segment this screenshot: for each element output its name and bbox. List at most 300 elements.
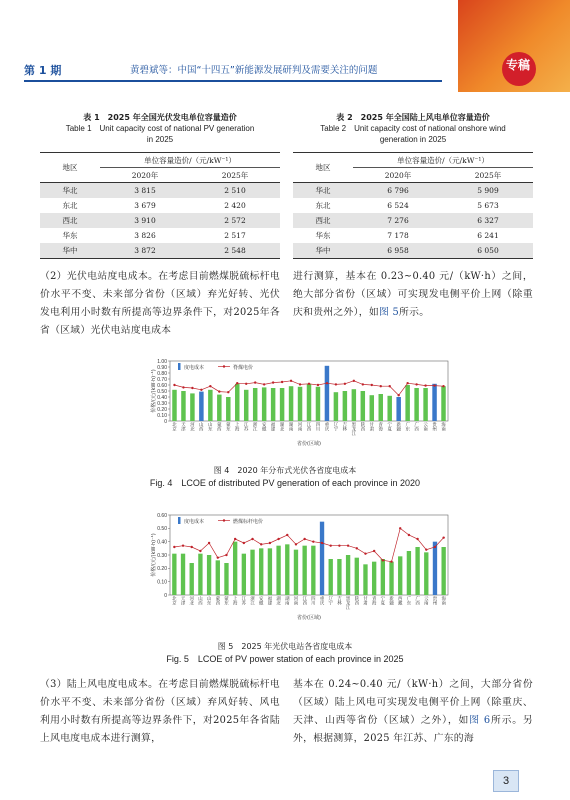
price-point-22	[356, 547, 358, 549]
price-point-8	[236, 382, 238, 384]
page-number: 3	[493, 770, 519, 792]
bar-19	[334, 392, 338, 421]
bar-16	[302, 546, 306, 595]
price-point-9	[243, 542, 245, 544]
bar-31	[433, 542, 437, 595]
bar-28	[414, 388, 418, 421]
bar-11	[259, 548, 263, 595]
price-point-2	[182, 544, 184, 546]
bar-27	[405, 385, 409, 421]
bar-30	[424, 552, 428, 595]
legend-swatch-bar	[178, 517, 181, 524]
table-cell-value: 3 826	[100, 228, 190, 243]
legend-marker-line	[223, 519, 225, 521]
bar-18	[325, 366, 329, 421]
x-tick-label: 云南	[424, 597, 429, 607]
x-tick-label: 湖南	[285, 597, 290, 607]
x-tick-label: 北京	[172, 597, 177, 607]
price-point-21	[353, 380, 355, 382]
table-cell-region: 华北	[40, 183, 100, 199]
bar-30	[432, 384, 436, 421]
price-point-14	[290, 380, 292, 382]
y-axis-label: 价格/(元/(kW·h)⁻¹)	[151, 369, 157, 413]
bar-27	[398, 556, 402, 595]
price-point-24	[373, 550, 375, 552]
x-tick-label: 广西	[414, 423, 419, 433]
price-point-9	[245, 383, 247, 385]
x-tick-label: 江苏	[244, 423, 249, 433]
x-tick-label: 蒙东	[226, 423, 231, 433]
x-tick-label: 福建	[270, 423, 276, 433]
x-tick-label: 吉林	[337, 597, 342, 607]
table-cell-value: 6 050	[443, 243, 533, 259]
bar-3	[190, 563, 194, 595]
bar-14	[285, 544, 289, 595]
page-header	[0, 0, 570, 90]
table-cell-value: 3 872	[100, 243, 190, 259]
table1-col-region: 地区	[40, 153, 100, 183]
x-tick-label: 河北	[189, 597, 194, 607]
x-tick-label: 甘肃	[369, 423, 374, 433]
price-point-17	[317, 384, 319, 386]
table1-title-zh: 表 1 2025 年全国光伏发电单位容量造价	[83, 113, 237, 122]
y-tick-label: 1.00	[157, 358, 167, 365]
x-tick-label: 重庆	[319, 597, 325, 607]
y-tick-label: 0.20	[157, 566, 167, 573]
x-tick-label: 浙江	[250, 597, 255, 607]
price-point-10	[254, 381, 256, 383]
price-point-27	[399, 527, 401, 529]
table2-title-en-2: generation in 2025	[379, 135, 447, 144]
price-point-8	[234, 538, 236, 540]
table2-title-zh: 表 2 2025 年全国陆上风电单位容量造价	[336, 113, 490, 122]
bar-5	[208, 390, 212, 421]
price-point-28	[415, 383, 417, 385]
figure-5-caption-zh: 图 5 2025 年光伏电站各省度电成本	[217, 642, 353, 651]
bar-17	[316, 387, 320, 421]
bar-28	[407, 551, 411, 595]
figure-6-link[interactable]: 图 6	[469, 715, 491, 726]
y-tick-label: 0.40	[157, 394, 167, 401]
table-cell-value: 2 548	[190, 243, 280, 259]
bar-26	[396, 397, 400, 421]
x-tick-label: 河南	[297, 423, 303, 433]
price-point-11	[263, 383, 265, 385]
price-point-25	[389, 385, 391, 387]
x-tick-label: 贵州	[432, 597, 438, 607]
bar-8	[235, 384, 239, 421]
paragraph-text: 进行测算，基本在 0.23~0.40 元/（kW·h）之间，绝大部分省份（区域）可实现发电侧平价上网（除重庆和贵州之外），如	[293, 271, 533, 318]
price-point-14	[286, 534, 288, 536]
price-point-28	[408, 534, 410, 536]
x-tick-label: 湖南	[288, 423, 294, 433]
y-tick-label: 0.40	[157, 539, 167, 546]
bar-20	[343, 391, 347, 421]
bar-13	[276, 546, 280, 595]
x-tick-label: 青海	[378, 423, 383, 433]
x-tick-label: 陕西	[360, 423, 366, 433]
paragraph-text: 基本在 0.24~0.40 元/（kW·h）之间，大部分省份（区域）陆上风电可实现发电侧平价上网（除重庆、天津、山西等省份（区域）之外），如	[293, 679, 533, 726]
bar-29	[415, 547, 419, 595]
price-point-13	[277, 538, 279, 540]
table-row	[40, 243, 280, 259]
table-cell-value: 6 524	[353, 198, 443, 213]
table-cell-value: 2 572	[190, 213, 280, 228]
y-tick-label: 0.60	[157, 512, 167, 519]
bar-4	[198, 554, 202, 595]
y-axis-label: 价格/(元/(kW·h)⁻¹)	[151, 533, 157, 577]
figure-4-caption-zh: 图 4 2020 年分布式光伏各省度电成本	[213, 466, 357, 475]
x-tick-label: 黑龙江	[345, 597, 351, 612]
y-tick-label: 0.70	[157, 376, 167, 383]
x-tick-label: 上海	[232, 597, 238, 607]
x-tick-label: 江苏	[241, 597, 247, 607]
bar-1	[172, 390, 176, 421]
price-point-23	[371, 384, 373, 386]
price-point-26	[397, 394, 399, 396]
table1-caption	[40, 112, 280, 145]
x-tick-label: 浙江	[252, 423, 258, 433]
table2-col-group: 单位容量造价/（元/kW⁻¹）	[353, 153, 533, 168]
table-row	[40, 213, 280, 228]
price-point-5	[208, 542, 210, 544]
table-row	[40, 183, 280, 199]
table-cell-region: 华北	[293, 183, 353, 199]
y-tick-label: 0.30	[157, 552, 167, 559]
table-cell-value: 3 679	[100, 198, 190, 213]
y-tick-label: 0	[164, 418, 167, 425]
table-cell-value: 5 673	[443, 198, 533, 213]
bar-23	[363, 564, 367, 595]
bar-21	[352, 389, 356, 421]
price-point-16	[303, 538, 305, 540]
table-cell-value: 2 510	[190, 183, 280, 199]
x-tick-label: 甘肃	[363, 597, 368, 607]
table-cell-region: 西北	[40, 213, 100, 228]
x-tick-label: 蒙东	[224, 597, 229, 607]
x-tick-label: 辽宁	[328, 597, 333, 607]
table2-col-2020: 2020年	[353, 168, 443, 183]
figure-5-chart	[150, 512, 450, 630]
price-point-6	[218, 390, 220, 392]
x-tick-label: 北京	[172, 423, 177, 433]
bar-9	[242, 554, 246, 595]
x-tick-label: 湖北	[276, 597, 281, 607]
bar-25	[381, 559, 385, 595]
table1-col-2020: 2020年	[100, 168, 190, 183]
x-tick-label: 广东	[405, 423, 410, 433]
bar-10	[250, 550, 254, 595]
price-point-17	[312, 540, 314, 542]
x-tick-label: 陕西	[354, 597, 359, 607]
legend-label-bar: 度电成本	[184, 519, 205, 525]
price-point-18	[326, 382, 328, 384]
x-tick-label: 吉林	[342, 423, 348, 433]
y-tick-label: 0.50	[157, 526, 167, 533]
y-tick-label: 0.20	[157, 406, 167, 413]
price-point-19	[335, 383, 337, 385]
price-point-3	[191, 387, 193, 389]
legend-marker-line	[223, 365, 225, 367]
table-cell-value: 2 420	[190, 198, 280, 213]
bar-6	[216, 560, 220, 595]
table-cell-value: 6 241	[443, 228, 533, 243]
table-cell-value: 2 517	[190, 228, 280, 243]
table1	[40, 152, 280, 259]
y-tick-label: 0.90	[157, 364, 167, 371]
x-tick-label: 新疆	[389, 597, 394, 607]
bar-24	[379, 394, 383, 421]
figure-4-chart	[150, 358, 450, 454]
table2-col-2025: 2025年	[443, 168, 533, 183]
x-tick-label: 新疆	[396, 423, 401, 433]
table-cell-region: 东北	[40, 198, 100, 213]
x-tick-label: 山东	[208, 423, 213, 433]
bar-19	[329, 559, 333, 595]
x-tick-label: 山东	[206, 597, 212, 607]
paragraph-pv-station-left: （2）光伏电站度电成本。在考虑目前燃煤脱硫标杆电价水平不变、未来部分省份（区域）弃光好转、光伏发电利用小时数有所提高等边界条件下，对2025年各省（区域）光伏电站度电成本	[40, 271, 280, 336]
table-cell-region: 华中	[40, 243, 100, 259]
x-tick-label: 海南	[441, 597, 446, 607]
bar-32	[441, 547, 445, 595]
bar-1	[172, 554, 176, 595]
x-tick-label: 上海	[235, 423, 240, 433]
price-point-10	[251, 538, 253, 540]
bar-16	[307, 384, 311, 421]
bar-12	[268, 548, 272, 595]
table-cell-value: 7 178	[353, 228, 443, 243]
bar-7	[226, 397, 230, 421]
price-point-22	[362, 383, 364, 385]
table1-title-en-1: Table 1 Unit capacity cost of national PV generation	[65, 124, 255, 133]
price-point-12	[272, 381, 274, 383]
x-tick-label: 重庆	[324, 423, 330, 433]
figure-4-caption	[0, 464, 570, 490]
x-tick-label: 西藏	[398, 597, 403, 607]
x-tick-label: 河南	[293, 597, 299, 607]
price-point-11	[260, 543, 262, 545]
table-cell-value: 6 958	[353, 243, 443, 259]
paragraph-text: 所示。另外，根据测算，2025 年江苏、广东的海	[293, 715, 534, 744]
price-point-27	[406, 382, 408, 384]
header-rule	[24, 80, 442, 82]
bar-2	[181, 554, 185, 595]
bar-25	[387, 396, 391, 421]
price-point-23	[364, 552, 366, 554]
x-tick-label: 蒙西	[217, 423, 222, 433]
table2-title-en-1: Table 2 Unit capacity cost of national onshore wind	[320, 124, 506, 133]
x-tick-label: 贵州	[432, 423, 437, 433]
legend-label-line: 燃煤标杆电价	[233, 519, 264, 525]
paragraph-onshore-wind-left: （3）陆上风电度电成本。在考虑目前燃煤脱硫标杆电价水平不变、未来部分省份（区域）弃风好转、风电利用小时数有所提高等边界条件下，对2025年各省陆上风电度电成本进行测算，	[40, 679, 280, 744]
x-axis-label: 省份(区域)	[297, 615, 321, 621]
price-point-15	[299, 383, 301, 385]
bar-20	[337, 559, 341, 595]
bar-29	[423, 388, 427, 421]
x-tick-label: 云南	[423, 423, 428, 433]
table-cell-region: 西北	[293, 213, 353, 228]
table-cell-value: 3 815	[100, 183, 190, 199]
x-tick-label: 广西	[415, 597, 420, 607]
bar-22	[355, 558, 359, 595]
y-tick-label: 0.80	[157, 370, 167, 377]
x-tick-label: 海南	[441, 423, 446, 433]
bar-12	[271, 388, 275, 421]
price-point-1	[173, 384, 175, 386]
table-row	[293, 228, 533, 243]
table-row	[293, 243, 533, 259]
figure-4-caption-en: Fig. 4 LCOE of distributed PV generation of each province in 2020	[149, 478, 421, 488]
price-point-19	[330, 544, 332, 546]
price-point-32	[442, 536, 444, 538]
x-axis-label: 省份(区域)	[297, 441, 321, 447]
paragraph-pv-station-right	[293, 268, 533, 322]
y-tick-label: 0.10	[157, 412, 167, 419]
bar-8	[233, 542, 237, 595]
table-cell-region: 华东	[293, 228, 353, 243]
y-tick-label: 0	[164, 592, 167, 599]
figure-5-caption	[0, 640, 570, 666]
price-point-24	[380, 385, 382, 387]
table2-col-region: 地区	[293, 153, 353, 183]
y-tick-label: 0.60	[157, 382, 167, 389]
table-row	[40, 228, 280, 243]
table-row	[293, 183, 533, 199]
legend-label-bar: 度电成本	[184, 365, 205, 371]
issue-number: 第 1 期	[24, 64, 62, 77]
price-point-25	[382, 559, 384, 561]
x-tick-label: 河北	[190, 423, 195, 433]
x-tick-label: 宁夏	[387, 423, 392, 433]
table-cell-region: 华东	[40, 228, 100, 243]
table-row	[293, 198, 533, 213]
bar-21	[346, 555, 350, 595]
price-point-20	[344, 383, 346, 385]
bar-11	[262, 387, 266, 421]
bar-14	[289, 386, 293, 421]
section-badge	[458, 0, 570, 92]
bar-6	[217, 395, 221, 421]
bar-15	[298, 387, 302, 421]
price-point-6	[217, 556, 219, 558]
table-cell-value: 6 327	[443, 213, 533, 228]
price-point-4	[200, 389, 202, 391]
x-tick-label: 安徽	[259, 597, 264, 607]
bar-17	[311, 546, 315, 595]
y-tick-label: 0.30	[157, 400, 167, 407]
legend-swatch-bar	[178, 363, 181, 370]
price-point-2	[182, 386, 184, 388]
price-point-18	[321, 542, 323, 544]
x-tick-label: 天津	[180, 597, 186, 607]
x-tick-label: 广东	[406, 597, 412, 607]
x-tick-label: 黑龙江	[351, 423, 357, 438]
price-point-29	[416, 538, 418, 540]
y-tick-label: 0.10	[157, 579, 167, 586]
figure-5-caption-en: Fig. 5 LCOE of PV power station of each province in 2025	[166, 654, 404, 664]
price-point-30	[425, 548, 427, 550]
x-tick-label: 四川	[311, 597, 316, 607]
bar-26	[389, 562, 393, 595]
x-tick-label: 福建	[267, 597, 273, 607]
table-cell-region: 华中	[293, 243, 353, 259]
plot-area	[170, 515, 448, 595]
x-tick-label: 江西	[302, 597, 307, 607]
bar-22	[361, 391, 365, 421]
price-point-30	[433, 384, 435, 386]
x-tick-label: 青海	[371, 597, 377, 607]
x-tick-label: 辽宁	[333, 423, 339, 433]
bar-23	[370, 395, 374, 421]
x-tick-label: 山西	[198, 597, 203, 607]
bar-10	[253, 388, 257, 421]
price-point-7	[225, 554, 227, 556]
x-tick-label: 宁夏	[380, 597, 386, 607]
legend-label-line: 脊煤电价	[233, 365, 254, 371]
price-point-26	[390, 560, 392, 562]
bar-13	[280, 388, 284, 421]
price-point-3	[191, 546, 193, 548]
x-tick-label: 蒙西	[215, 597, 220, 607]
x-tick-label: 天津	[181, 423, 186, 433]
bar-18	[320, 522, 324, 595]
price-point-29	[424, 384, 426, 386]
table-cell-value: 6 796	[353, 183, 443, 199]
paragraph-text: 所示。	[399, 307, 430, 318]
table-row	[40, 198, 280, 213]
price-point-31	[434, 546, 436, 548]
price-point-20	[338, 544, 340, 546]
table-cell-region: 东北	[293, 198, 353, 213]
bar-4	[199, 392, 203, 421]
table-cell-value: 3 910	[100, 213, 190, 228]
table1-col-2025: 2025年	[190, 168, 280, 183]
price-point-5	[209, 385, 211, 387]
bar-24	[372, 562, 376, 595]
bar-3	[190, 393, 194, 421]
table-row	[293, 213, 533, 228]
x-tick-label: 安徽	[261, 423, 267, 433]
price-point-21	[347, 544, 349, 546]
running-title: 黄碧斌等：中国“十四五”新能源发展研判及需要关注的问题	[130, 65, 378, 76]
table1-body	[40, 183, 280, 259]
bar-2	[181, 391, 185, 421]
table-cell-value: 7 276	[353, 213, 443, 228]
price-point-12	[269, 542, 271, 544]
price-point-1	[173, 546, 175, 548]
y-tick-label: 0.50	[157, 388, 167, 395]
price-point-4	[199, 550, 201, 552]
table2-caption	[293, 112, 533, 145]
x-tick-label: 湖北	[279, 423, 285, 433]
paragraph-onshore-wind-right	[293, 676, 533, 748]
badge-label: 专稿	[506, 58, 531, 72]
table1-title-en-2: in 2025	[146, 135, 174, 144]
price-point-16	[308, 383, 310, 385]
bar-15	[294, 550, 298, 595]
bar-9	[244, 390, 248, 421]
table2-body	[293, 183, 533, 259]
price-point-13	[281, 381, 283, 383]
table2	[293, 152, 533, 259]
x-tick-label: 江西	[306, 423, 312, 433]
bar-31	[441, 386, 445, 421]
table1-col-group: 单位容量造价/（元/kW⁻¹）	[100, 153, 280, 168]
x-tick-label: 四川	[315, 423, 321, 433]
price-point-15	[295, 543, 297, 545]
price-point-31	[442, 385, 444, 387]
figure-5-link[interactable]: 图 5	[378, 307, 400, 318]
